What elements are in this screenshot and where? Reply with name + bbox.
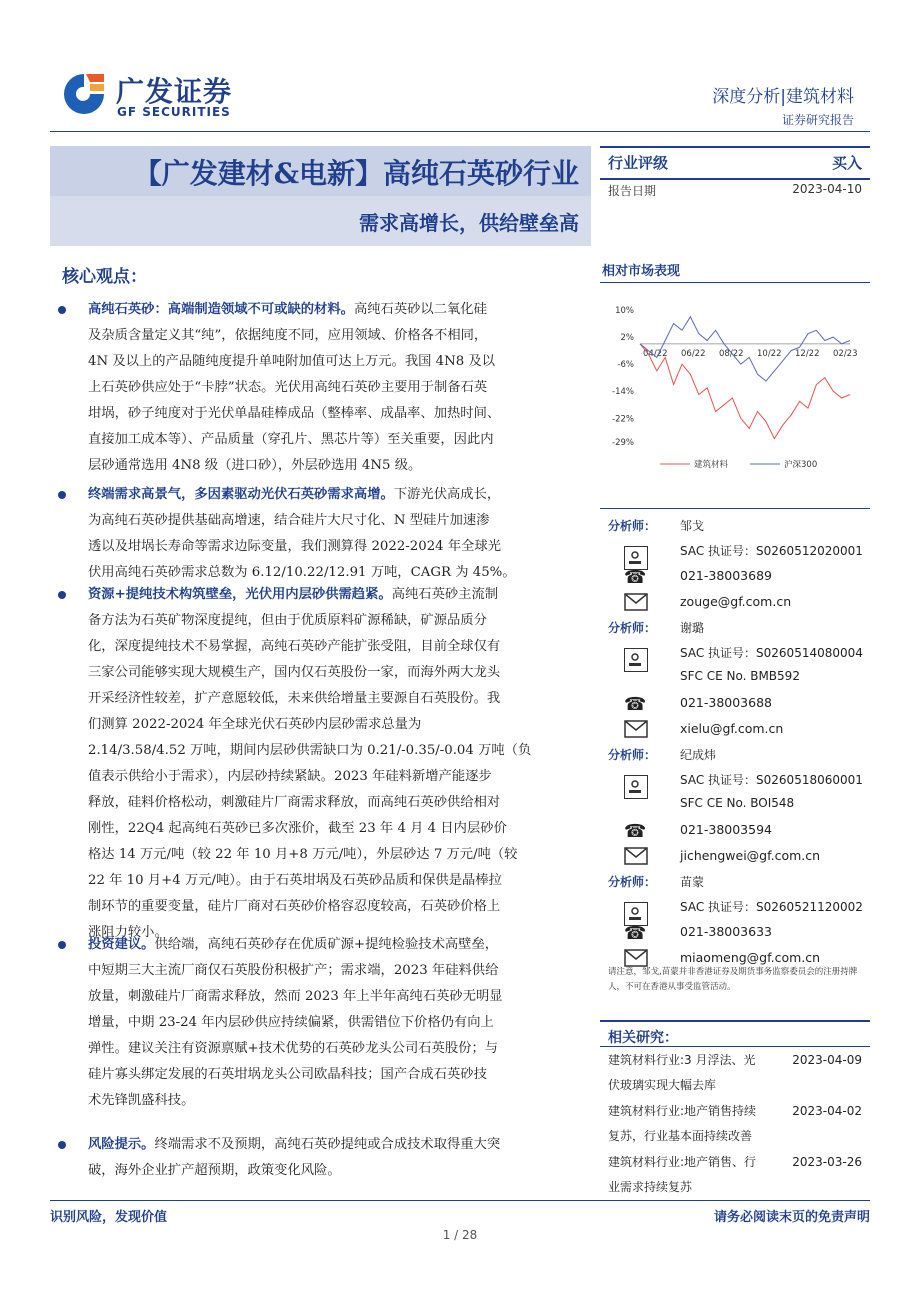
core-point-line: 2.14/3.58/4.52 万吨，期间内层砂供需缺口为 0.21/-0.35/-0.04 万吨（负: [88, 743, 532, 758]
email-icon: [624, 720, 648, 741]
core-point-text: [88, 1132, 584, 1184]
analyst-email[interactable]: xielu@gf.com.cn: [680, 721, 784, 736]
core-point-line: 制环节的重要变量，硅片厂商对石英砂价格容忍度较高，石英砂价格上: [88, 899, 501, 914]
core-point-line: 下游光伏高成长，: [393, 487, 501, 502]
core-point-line: 增量，中期 23-24 年内层砂供应持续偏紧，供需错位下价格仍有向上: [88, 1015, 494, 1030]
related-date: 2023-04-02: [792, 1104, 862, 1118]
x-tick-label: 12/22: [795, 348, 820, 359]
y-tick-label: -22%: [612, 414, 634, 425]
analyst-sfc-row: [608, 667, 870, 692]
text-line: [88, 932, 584, 958]
bullet-icon: [58, 306, 66, 314]
core-point-line: 刚性，22Q4 起高纯石英砂已多次涨价，截至 23 年 4 月 4 日内层砂价: [88, 821, 507, 836]
x-tick-label: 08/22: [719, 348, 744, 359]
text-line: [88, 453, 584, 479]
analyst-sac: SAC 执证号：S0260521120002: [680, 900, 863, 914]
text-line: [88, 534, 584, 560]
x-tick-label: 06/22: [681, 348, 706, 359]
y-tick-label: 2%: [620, 333, 634, 344]
x-tick-label: 10/22: [757, 348, 782, 359]
core-point-line: 高纯石英砂以二氧化硅: [353, 302, 487, 317]
logo-text-en: GF SECURITIES: [117, 105, 231, 119]
text-line: [88, 894, 584, 920]
text-line: [88, 375, 584, 401]
core-point-line: 及杂质含量定义其“纯”，依据纯度不同，应用领域、价格各不相同，: [88, 328, 488, 343]
phone-icon: ☎: [624, 821, 647, 842]
core-point-line: 格达 14 万元/吨（较 22 年 10 月+8 万元/吨），外层砂达 7 万元/吨（较: [88, 847, 518, 862]
text-line: [88, 842, 584, 868]
analyst-sfc: SFC CE No. BOI548: [680, 796, 795, 810]
core-point-line: 放量，刺激硅片厂商需求释放，然而 2023 年上半年高纯石英砂无明显: [88, 989, 503, 1004]
title-block: [50, 146, 591, 246]
core-point-lead: 终端需求高景气，多因素驱动光伏石英砂需求高增。: [88, 487, 394, 502]
analyst-label: 分析师：: [608, 519, 657, 533]
report-date: 2023-04-10: [792, 182, 862, 196]
analyst-sac: SAC 执证号：S0260514080004: [680, 646, 863, 660]
core-heading: 核心观点：: [62, 267, 147, 287]
related-item[interactable]: [608, 1099, 870, 1149]
phone-icon: ☎: [624, 694, 647, 715]
core-point-line: 为高纯石英砂提供基础高增速，结合硅片大尺寸化、N 型硅片加速渗: [88, 513, 490, 528]
analyst-email[interactable]: jichengwei@gf.com.cn: [680, 848, 821, 863]
related-divider: [600, 1046, 870, 1047]
analyst-sac-row: [608, 896, 870, 921]
core-point-line: 终端需求不及预期，高纯石英砂提纯或合成技术取得重大突: [154, 1137, 501, 1152]
text-line: [88, 1158, 584, 1184]
related-title-2: 业需求持续复苏: [608, 1180, 693, 1194]
core-point-line: 值表示供给小于需求），内层砂持续紧缺。2023 年硅料新增产能逐步: [88, 769, 492, 784]
email-icon: [624, 593, 648, 614]
rating-box: [600, 146, 870, 180]
text-line: [88, 427, 584, 453]
analyst-phone-row: [608, 565, 870, 591]
analyst-name: 邹戈: [680, 519, 705, 533]
core-point-line: 备方法为石英矿物深度提纯，但由于优质原料矿源稀缺，矿源品质分: [88, 613, 487, 628]
core-point-line: 们测算 2022-2024 年全球光伏石英砂内层砂需求总量为: [88, 717, 422, 732]
text-line: [88, 1062, 584, 1088]
logo: [60, 70, 250, 120]
core-point-line: 中短期三大主流厂商仅石英股份积极扩产；需求端，2023 年硅料供给: [88, 963, 499, 978]
y-tick-label: -29%: [612, 438, 634, 448]
market-divider: [600, 282, 870, 283]
core-point-line: 弹性。建议关注有资源禀赋+技术优势的石英砂龙头公司石英股份；与: [88, 1041, 499, 1056]
related-heading: 相关研究：: [608, 1030, 678, 1046]
core-point-text: [88, 482, 584, 586]
core-point-line: 坩埚，砂子纯度对于光伏单晶硅棒成品（整棒率、成晶率、加热时间、: [88, 406, 501, 421]
related-title-1: 建筑材料行业:地产销售持续: [608, 1104, 757, 1118]
text-line: [88, 608, 584, 634]
text-line: [88, 816, 584, 842]
analyst-email[interactable]: miaomeng@gf.com.cn: [680, 950, 821, 965]
footer-left: 识别风险，发现价值: [50, 1210, 168, 1225]
bullet-icon: [58, 491, 66, 499]
date-label: 报告日期: [608, 184, 657, 198]
text-line: [88, 1010, 584, 1036]
analyst-sac-row: [608, 540, 870, 565]
text-line: [88, 958, 584, 984]
core-point-line: 高纯石英砂主流制: [391, 587, 499, 602]
analyst-phone[interactable]: 021-38003688: [680, 695, 772, 710]
core-point-line: 4N 及以上的产品随纯度提升单吨附加值可达上万元。我国 4N8 及以: [88, 354, 496, 369]
core-point-line: 透以及坩埚长寿命等需求边际变量，我们测算得 2022-2024 年全球光: [88, 539, 502, 554]
bullet-icon: [58, 591, 66, 599]
core-point-lead: 高纯石英砂：高端制造领域不可或缺的材料。: [88, 302, 354, 317]
core-point-text: [88, 932, 584, 1114]
market-heading: 相对市场表现: [602, 264, 681, 279]
legend-label: 沪深300: [784, 460, 818, 470]
core-point-line: 开采经济性较差，扩产意愿较低，未来供给增量主要源自石英股份。我: [88, 691, 501, 706]
core-point-line: 术先锋凯盛科技。: [88, 1093, 195, 1108]
analyst-phone[interactable]: 021-38003633: [680, 924, 772, 939]
text-line: [88, 790, 584, 816]
email-icon: [624, 847, 648, 868]
analyst-name-row: [608, 515, 870, 540]
text-line: [88, 297, 584, 323]
analysts-divider: [600, 508, 870, 509]
analyst-email[interactable]: zouge@gf.com.cn: [680, 594, 792, 609]
report-type: 深度分析|建筑材料: [712, 87, 854, 107]
analyst-sac-row: [608, 642, 870, 667]
core-point-lead: 风险提示。: [88, 1137, 155, 1152]
core-point-line: 伏用高纯石英砂需求总数为 6.12/10.22/12.91 万吨，CAGR 为 45%。: [88, 565, 516, 580]
footer-divider: [50, 1200, 870, 1201]
text-line: [88, 764, 584, 790]
text-line: [88, 660, 584, 686]
analyst-label: 分析师：: [608, 621, 657, 635]
text-line: [88, 712, 584, 738]
bullet-icon: [58, 941, 66, 949]
analyst-phone[interactable]: 021-38003689: [680, 568, 772, 583]
analyst-label: 分析师：: [608, 748, 657, 762]
page-subtitle: 需求高增长，供给壁垒高: [359, 211, 579, 235]
text-line: [88, 482, 584, 508]
analyst-name: 纪成炜: [680, 748, 717, 762]
text-line: [88, 323, 584, 349]
text-line: [88, 738, 584, 764]
analyst-sfc-row: [608, 794, 870, 819]
analyst-name-row: [608, 617, 870, 642]
core-point-line: 上石英砂供应处于“卡脖”状态。光伏用高纯石英砂主要用于制备石英: [88, 380, 488, 395]
analyst-label: 分析师：: [608, 875, 657, 889]
related-title-1: 建筑材料行业:地产销售、行: [608, 1155, 757, 1169]
core-point-text: [88, 582, 584, 946]
phone-icon: ☎: [624, 567, 647, 588]
core-point-line: 破，海外企业扩产超预期，政策变化风险。: [88, 1163, 341, 1178]
x-tick-label: 04/22: [643, 348, 668, 359]
core-point-line: 释放，硅料价格松动，刺激硅片厂商需求释放，而高纯石英砂供给相对: [88, 795, 501, 810]
y-tick-label: 10%: [615, 306, 634, 316]
analyst-name: 苗蒙: [680, 875, 705, 889]
page-number: 1 / 28: [442, 1228, 478, 1242]
analyst-email-row: [608, 845, 870, 871]
analyst-name-row: [608, 744, 870, 769]
text-line: [88, 582, 584, 608]
text-line: [88, 508, 584, 534]
core-point-line: 22 年 10 月+4 万元/吨）。由于石英坩埚及石英砂品质和保供是晶棒拉: [88, 873, 502, 888]
core-point-text: [88, 297, 584, 479]
rating-value: 买入: [831, 154, 862, 172]
report-subtype: 证券研究报告: [781, 113, 854, 127]
analyst-sfc: SFC CE No. BMB592: [680, 669, 800, 683]
header-divider: [50, 131, 870, 132]
phone-icon: ☎: [624, 923, 647, 944]
analyst-sac: SAC 执证号：S0260518060001: [680, 773, 863, 787]
related-date: 2023-03-26: [792, 1155, 862, 1169]
text-line: [88, 401, 584, 427]
core-point-line: 三家公司能够实现大规模生产，国内仅石英股份一家，而海外两大龙头: [88, 665, 501, 680]
text-line: [88, 868, 584, 894]
analyst-phone-row: [608, 692, 870, 718]
related-title-2: 伏玻璃实现大幅去库: [608, 1078, 717, 1092]
rating-label: 行业评级: [608, 154, 669, 172]
analyst-name: 谢璐: [680, 621, 705, 635]
core-point-line: 硅片寡头绑定发展的石英坩埚龙头公司欧晶科技；国产合成石英砂技: [88, 1067, 487, 1082]
bullet-icon: [58, 1141, 66, 1149]
legend-label: 建筑材料: [694, 460, 729, 470]
related-item[interactable]: [608, 1150, 870, 1200]
text-line: [88, 349, 584, 375]
core-point-line: 直接加工成本等）、产品质量（穿孔片、黑芯片等）至关重要，因此内: [88, 432, 494, 447]
core-point-line: 供给端，高纯石英砂存在优质矿源+提纯检验技术高壁垒，: [154, 937, 499, 952]
text-line: [88, 1036, 584, 1062]
text-line: [88, 686, 584, 712]
footer-right[interactable]: 请务必阅读末页的免责声明: [713, 1210, 870, 1225]
related-top-divider: [600, 1020, 870, 1022]
logo-text-cn: 广发证券: [116, 75, 233, 108]
core-point-line: 涨阻力较小。: [88, 925, 168, 940]
text-line: [88, 1088, 584, 1114]
x-tick-label: 02/23: [833, 348, 858, 359]
text-line: [88, 1132, 584, 1158]
text-line: [88, 984, 584, 1010]
page-title: 【广发建材&电新】高纯石英砂行业: [133, 157, 579, 190]
core-point-lead: 资源+提纯技术构筑壁垒，光伏用内层砂供需趋紧。: [88, 587, 392, 602]
core-point-line: 化，深度提纯技术不易掌握，高纯石英砂产能扩张受阻，目前全球仅有: [88, 639, 501, 654]
analyst-phone[interactable]: 021-38003594: [680, 822, 772, 837]
y-tick-label: -6%: [617, 360, 634, 371]
analyst-phone-row: [608, 921, 870, 947]
license-note: 请注意，邹戈,苗蒙并非香港证券及期货事务监察委员会的注册持牌人，不可在香港从事受监管活动。: [608, 967, 858, 992]
related-title-1: 建筑材料行业:3 月浮法、光: [608, 1053, 756, 1067]
analyst-email-row: [608, 718, 870, 744]
analyst-email-row: [608, 591, 870, 617]
market-chart: [600, 292, 870, 482]
analyst-sac: SAC 执证号：S0260512020001: [680, 544, 863, 558]
core-point-lead: 投资建议。: [88, 937, 155, 952]
core-point-line: 层砂通常选用 4N8 级（进口砂），外层砂选用 4N5 级。: [88, 458, 422, 473]
gf-logo-icon: [60, 70, 108, 118]
y-tick-label: -14%: [612, 387, 634, 398]
related-title-2: 复苏，行业基本面持续改善: [608, 1129, 753, 1143]
analyst-name-row: [608, 871, 870, 896]
analyst-sac-row: [608, 769, 870, 794]
analyst-phone-row: [608, 819, 870, 845]
text-line: [88, 634, 584, 660]
related-item[interactable]: [608, 1048, 870, 1098]
related-date: 2023-04-09: [792, 1053, 862, 1067]
